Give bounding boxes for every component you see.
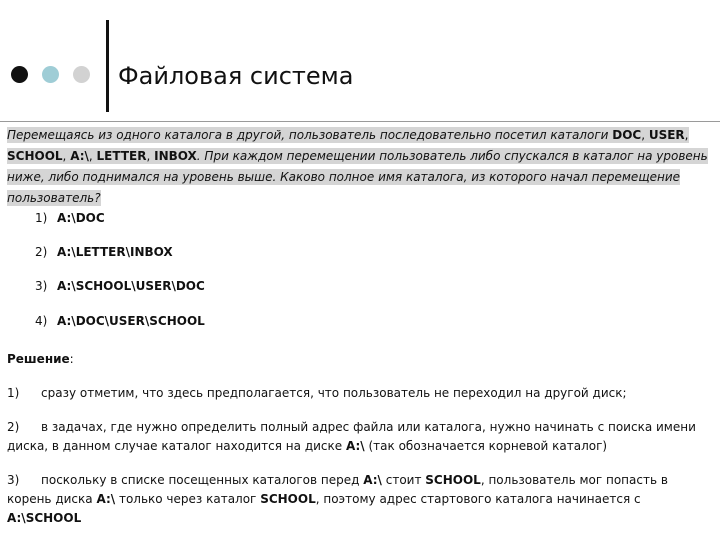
black-dot-icon <box>11 66 28 83</box>
option-item: 4) A:\DOC\USER\SCHOOL <box>35 314 205 328</box>
dir-doc: DOC <box>612 128 642 142</box>
dir-root: A:\ <box>70 149 89 163</box>
solution-heading: Решение: <box>7 352 74 366</box>
option-item: 3) A:\SCHOOL\USER\DOC <box>35 279 205 293</box>
solution-paragraph-3: 3) поскольку в списке посещенных каталогов перед A:\ стоит SCHOOL, пользователь мог попасть в корень диска A:\ только через каталог SCHOOL, поэтому адрес стартового каталога начинается с A:\SCHOOL <box>7 473 668 525</box>
teal-dot-icon <box>42 66 59 83</box>
gray-dot-icon <box>73 66 90 83</box>
solution-paragraph-2: 2) в задачах, где нужно определить полный адрес файла или каталога, нужно начинать с поиска имени диска, в данном случае каталог находится на диске A:\ (так обозначается корневой каталог) <box>7 420 696 453</box>
question-text <box>7 125 719 209</box>
slide-title: Файловая система <box>118 62 354 90</box>
option-item: 2) A:\LETTER\INBOX <box>35 245 173 259</box>
dir-inbox: INBOX <box>154 149 197 163</box>
solution-paragraph-1: 1) сразу отметим, что здесь предполагается, что пользователь не переходил на другой диск; <box>7 386 627 400</box>
dir-school: SCHOOL <box>7 149 63 163</box>
question-highlight: Перемещаясь из одного каталога в другой, пользователь последовательно посетил каталоги DOC, USER, SCHOOL, A:\, LETTER, INBOX. При каждом перемещении пользователь либо спускался в каталог на уровень ниже, либо поднимался на уровень выше. Каково полное имя каталога, из которого начал перемещение пользователь? <box>7 128 708 205</box>
option-item: 1) A:\DOC <box>35 211 105 225</box>
dir-letter: LETTER <box>96 149 147 163</box>
title-divider <box>106 20 109 112</box>
header-rule <box>0 121 720 122</box>
dir-user: USER <box>648 128 685 142</box>
